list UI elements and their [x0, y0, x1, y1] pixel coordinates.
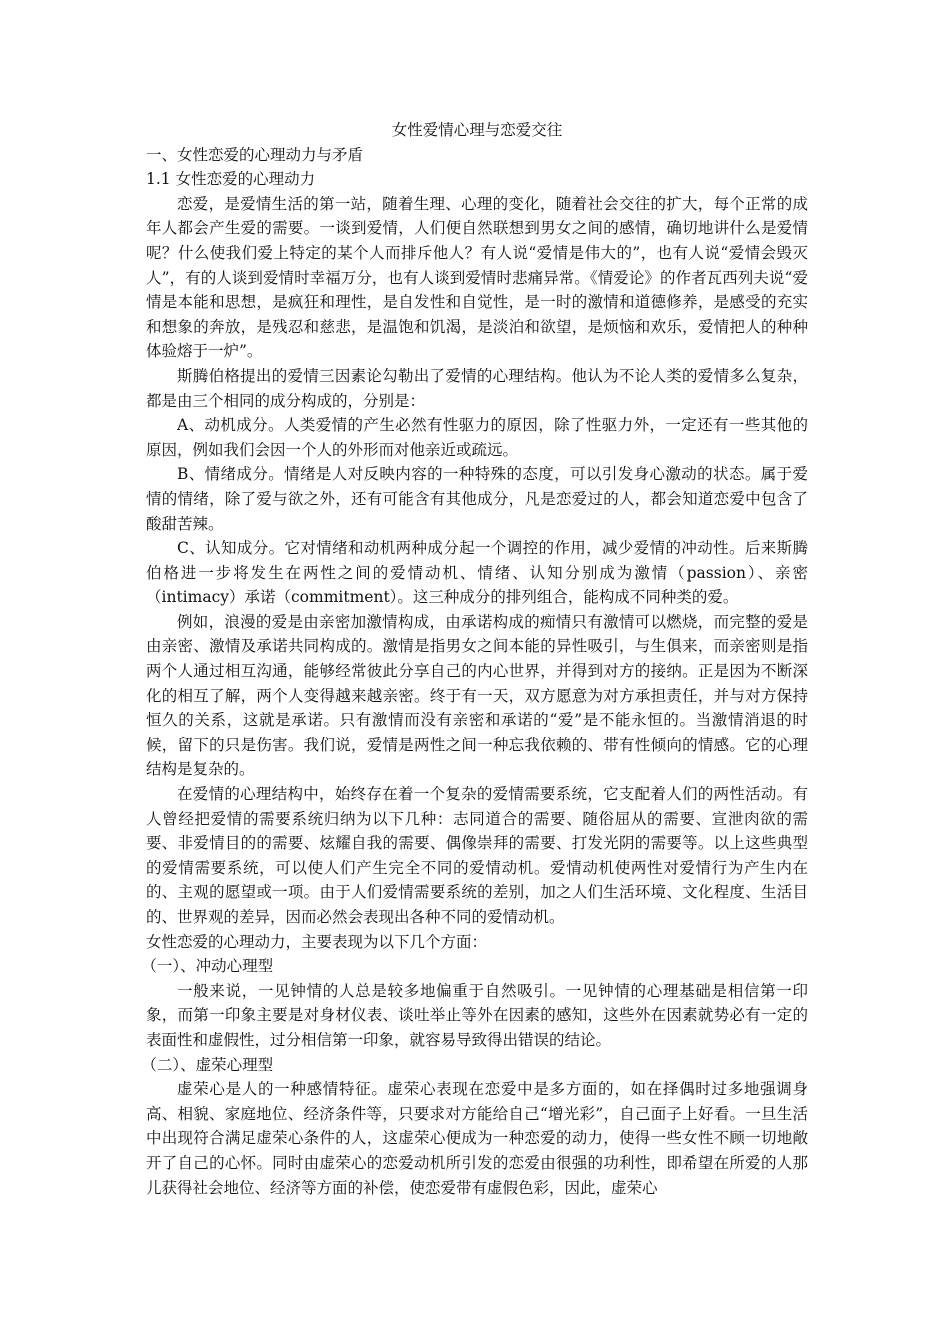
- document-title: 女性爱情心理与恋爱交往: [391, 121, 563, 139]
- subheading-vanity: （二）、虚荣心理型: [141, 1055, 274, 1074]
- paragraph: 一般来说，一见钟情的人总是较多地偏重于自然吸引。一见钟情的心理基础是相信第一印象，而第一印象主要是对身材仪表、谈吐举止等外在因素的感知，这些外在因素就势必有一定的表面性和虚假性，过分相信第一印象，就容易导致得出错误的结论。: [146, 981, 808, 1049]
- paragraph: 斯腾伯格提出的爱情三因素论勾勒出了爱情的心理结构。他认为不论人类的爱情多么复杂，都是由三个相同的成分构成的，分别是：: [146, 366, 808, 410]
- paragraph: 虚荣心是人的一种感情特征。虚荣心表现在恋爱中是多方面的，如在择偶时过多地强调身高、相貌、家庭地位、经济条件等，只要求对方能给自己“增光彩”，自己面子上好看。一旦生活中出现符合满足虚荣心条件的人，这虚荣心便成为一种恋爱的动力，使得一些女性不顾一切地敞开了自己的心怀。同时由虚荣心的恋爱动机所引发的恋爱由很强的功利性，即希望在所爱的人那儿获得社会地位、经济等方面的补偿，使恋爱带有虚假色彩，因此，虚荣心: [146, 1080, 808, 1197]
- document-page: [141, 118, 808, 1200]
- paragraph: B、情绪成分。情绪是人对反映内容的一种特殊的态度，可以引发身心激动的状态。属于爱情的情绪，除了爱与欲之外，还有可能含有其他成分，凡是恋爱过的人，都会知道恋爱中包含了酸甜苦辣。: [146, 465, 808, 533]
- paragraph: C、认知成分。它对情绪和动机两种成分起一个调控的作用，减少爱情的冲动性。后来斯腾伯格进一步将发生在两性之间的爱情动机、情绪、认知分别成为激情（passion）、亲密（intimacy）承诺（commitment）。这三种成分的排列组合，能构成不同种类的爱。: [146, 539, 808, 607]
- paragraph: A、动机成分。人类爱情的产生必然有性驱力的原因，除了性驱力外，一定还有一些其他的原因，例如我们会因一个人的外形而对他亲近或疏远。: [146, 416, 808, 459]
- paragraph: 女性恋爱的心理动力，主要表现为以下几个方面：: [146, 932, 488, 951]
- subheading-impulsive: （一）、冲动心理型: [141, 957, 274, 976]
- subsection-heading: 1.1 女性恋爱的心理动力: [146, 170, 316, 189]
- paragraph: 例如，浪漫的爱是由亲密加激情构成，由承诺构成的痴情只有激情可以燃烧，而完整的爱是由亲密、激情及承诺共同构成的。激情是指男女之间本能的异性吸引，与生俱来，而亲密则是指两个人通过相互沟通，能够经常彼此分享自己的内心世界，并得到对方的接纳。正是因为不断深化的相互了解，两个人变得越来越亲密。终于有一天，双方愿意为对方承担责任，并与对方保持恒久的关系，这就是承诺。只有激情而没有亲密和承诺的“爱”是不能永恒的。当激情消退的时候，留下的只是伤害。我们说，爱情是两性之间一种忘我依赖的、带有性倾向的情感。它的心理结构是复杂的。: [146, 612, 808, 779]
- paragraph: 恋爱，是爱情生活的第一站，随着生理、心理的变化，随着社会交往的扩大，每个正常的成年人都会产生爱的需要。一谈到爱情，人们便自然联想到男女之间的感情，确切地讲什么是爱情呢？什么使我们爱上特定的某个人而排斥他人？有人说“爱情是伟大的”，也有人说“爱情会毁灭人”，有的人谈到爱情时幸福万分，也有人谈到爱情时悲痛异常。《情爱论》的作者瓦西列夫说“爱情是本能和思想，是疯狂和理性，是自发性和自觉性，是一时的激情和道德修养，是感受的充实和想象的奔放，是残忍和慈悲，是温饱和饥渴，是淡泊和欲望，是烦恼和欢乐，爱情把人的种种体验熔于一炉”。: [146, 194, 808, 361]
- paragraph: 在爱情的心理结构中，始终存在着一个复杂的爱情需要系统，它支配着人们的两性活动。有人曾经把爱情的需要系统归纳为以下几种：志同道合的需要、随俗屈从的需要、宣泄肉欲的需要、非爱情目的的需要、炫耀自我的需要、偶像崇拜的需要、打发光阴的需要等。以上这些典型的爱情需要系统，可以使人们产生完全不同的爱情动机。爱情动机使两性对爱情行为产生内在的、主观的愿望或一项。由于人们爱情需要系统的差别，加之人们生活环境、文化程度、生活目的、世界观的差异，因而必然会表现出各种不同的爱情动机。: [146, 785, 808, 926]
- section-heading: 一、女性恋爱的心理动力与矛盾: [146, 145, 364, 164]
